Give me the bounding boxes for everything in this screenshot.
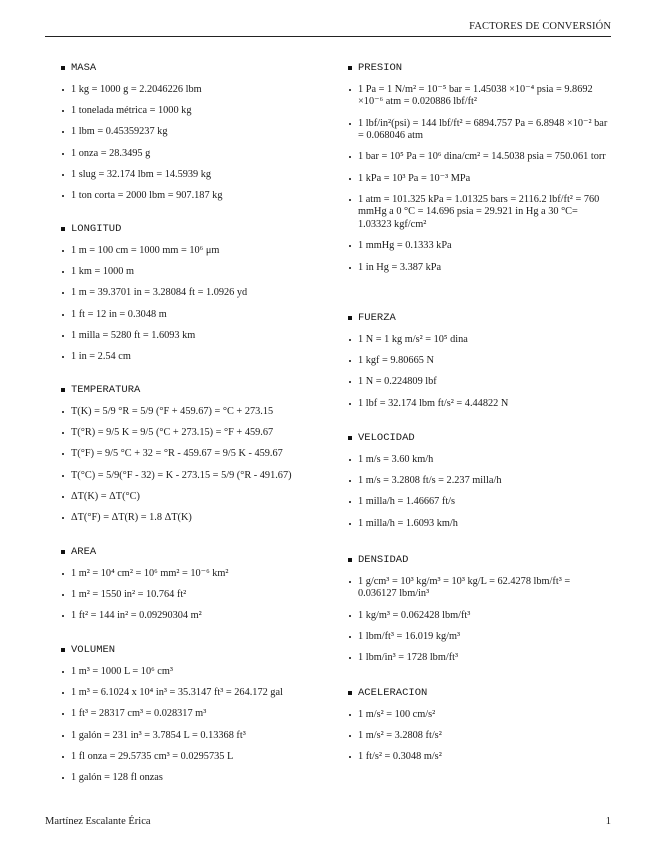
- section-masa: [61, 61, 331, 203]
- conversion-list: [348, 576, 611, 665]
- conversion-list: [348, 454, 611, 530]
- conversion-item: 1 kg = 1000 g = 2.2046226 lbm: [61, 84, 331, 97]
- section-temperatura: [61, 383, 331, 525]
- conversion-item: 1 in = 2.54 cm: [61, 351, 331, 364]
- section-heading: DENSIDAD: [358, 554, 409, 566]
- conversion-item: 1 ton corta = 2000 lbm = 907.187 kg: [61, 190, 331, 203]
- conversion-item: 1 m² = 10⁴ cm² = 10⁶ mm² = 10⁻⁶ km²: [61, 568, 331, 581]
- section-longitud: [61, 222, 331, 364]
- page-number: 1: [605, 816, 611, 827]
- conversion-item: T(°F) = 9/5 °C + 32 = °R - 459.67 = 9/5 K - 459.67: [61, 448, 331, 461]
- conversion-item: 1 lbm/in³ = 1728 lbm/ft³: [348, 652, 611, 665]
- conversion-item: 1 m/s = 3.60 km/h: [348, 454, 611, 467]
- conversion-item: T(°C) = 5/9(°F - 32) = K - 273.15 = 5/9 (°R - 491.67): [61, 470, 331, 483]
- section-volumen: [61, 643, 331, 785]
- conversion-item: 1 N = 0.224809 lbf: [348, 376, 611, 389]
- section-heading: TEMPERATURA: [71, 384, 141, 396]
- footer-author: Martínez Escalante Érica: [45, 816, 151, 827]
- bullet-square-icon: [61, 388, 65, 392]
- conversion-item: 1 fl onza = 29.5735 cm³ = 0.0295735 L: [61, 751, 331, 764]
- bullet-square-icon: [348, 66, 352, 70]
- conversion-item: T(K) = 5/9 °R = 5/9 (°F + 459.67) = °C + 273.15: [61, 406, 331, 419]
- conversion-item: 1 ft² = 144 in² = 0.09290304 m²: [61, 610, 331, 623]
- bullet-square-icon: [61, 648, 65, 652]
- section-heading: ACELERACION: [358, 687, 428, 699]
- section-velocidad: [348, 431, 611, 530]
- section-heading: FUERZA: [358, 312, 396, 324]
- conversion-item: 1 galón = 128 fl onzas: [61, 772, 331, 785]
- conversion-item: 1 in Hg = 3.387 kPa: [348, 262, 611, 275]
- conversion-item: 1 km = 1000 m: [61, 266, 331, 279]
- conversion-item: 1 ft/s² = 0.3048 m/s²: [348, 751, 611, 764]
- bullet-square-icon: [61, 66, 65, 70]
- conversion-list: [61, 568, 331, 623]
- conversion-item: ΔT(°F) = ΔT(R) = 1.8 ΔT(K): [61, 512, 331, 525]
- section-heading: MASA: [71, 62, 97, 74]
- conversion-list: [61, 406, 331, 525]
- section-heading: VOLUMEN: [71, 644, 116, 656]
- section-area: [61, 545, 331, 623]
- conversion-item: 1 ft³ = 28317 cm³ = 0.028317 m³: [61, 708, 331, 721]
- bullet-square-icon: [61, 227, 65, 231]
- section-presion: [348, 61, 611, 274]
- section-heading: LONGITUD: [71, 223, 122, 235]
- conversion-item: 1 N = 1 kg m/s² = 10⁵ dina: [348, 334, 611, 347]
- conversion-item: ΔT(K) = ΔT(°C): [61, 491, 331, 504]
- conversion-item: 1 m/s² = 100 cm/s²: [348, 709, 611, 722]
- conversion-item: 1 milla = 5280 ft = 1.6093 km: [61, 330, 331, 343]
- conversion-item: T(°R) = 9/5 K = 9/5 (°C + 273.15) = °F + 459.67: [61, 427, 331, 440]
- page-header-title: FACTORES DE CONVERSIÓN: [469, 21, 611, 32]
- header-rule: [45, 36, 611, 37]
- section-densidad: [348, 553, 611, 665]
- bullet-square-icon: [348, 558, 352, 562]
- conversion-list: [348, 334, 611, 410]
- conversion-item: 1 lbf = 32.174 lbm ft/s² = 4.44822 N: [348, 398, 611, 411]
- conversion-item: 1 m/s² = 3.2808 ft/s²: [348, 730, 611, 743]
- conversion-item: 1 kPa = 10³ Pa = 10⁻³ MPa: [348, 173, 611, 186]
- conversion-item: 1 ft = 12 in = 0.3048 m: [61, 309, 331, 322]
- conversion-item: 1 atm = 101.325 kPa = 1.01325 bars = 2116.2 lbf/ft² = 760 mmHg a 0 °C = 14.696 psia = 29.921 in Hg a 30 °C= 1.03323 kgf/cm²: [348, 194, 611, 232]
- section-heading: VELOCIDAD: [358, 432, 415, 444]
- conversion-item: 1 m/s = 3.2808 ft/s = 2.237 milla/h: [348, 475, 611, 488]
- conversion-item: 1 m = 100 cm = 1000 mm = 10⁶ μm: [61, 245, 331, 258]
- conversion-item: 1 onza = 28.3495 g: [61, 148, 331, 161]
- conversion-item: 1 lbm = 0.45359237 kg: [61, 126, 331, 139]
- conversion-item: 1 mmHg = 0.1333 kPa: [348, 240, 611, 253]
- bullet-square-icon: [348, 316, 352, 320]
- conversion-item: 1 g/cm³ = 10³ kg/m³ = 10³ kg/L = 62.4278 lbm/ft³ = 0.036127 lbm/in³: [348, 576, 611, 601]
- conversion-item: 1 m³ = 6.1024 x 10⁴ in³ = 35.3147 ft³ = 264.172 gal: [61, 687, 331, 700]
- bullet-square-icon: [61, 550, 65, 554]
- conversion-item: 1 lbm/ft³ = 16.019 kg/m³: [348, 631, 611, 644]
- conversion-item: 1 slug = 32.174 lbm = 14.5939 kg: [61, 169, 331, 182]
- conversion-list: [61, 666, 331, 785]
- conversion-item: 1 milla/h = 1.6093 km/h: [348, 518, 611, 531]
- bullet-square-icon: [348, 691, 352, 695]
- conversion-list: [348, 709, 611, 764]
- conversion-item: 1 kg/m³ = 0.062428 lbm/ft³: [348, 610, 611, 623]
- conversion-item: 1 m² = 1550 in² = 10.764 ft²: [61, 589, 331, 602]
- section-fuerza: [348, 311, 611, 410]
- section-heading: PRESION: [358, 62, 403, 74]
- conversion-item: 1 galón = 231 in³ = 3.7854 L = 0.13368 ft³: [61, 730, 331, 743]
- conversion-item: 1 m³ = 1000 L = 10⁶ cm³: [61, 666, 331, 679]
- conversion-list: [61, 84, 331, 203]
- conversion-item: 1 kgf = 9.80665 N: [348, 355, 611, 368]
- conversion-item: 1 lbf/in²(psi) = 144 lbf/ft² = 6894.757 Pa = 6.8948 ×10⁻² bar = 0.068046 atm: [348, 118, 611, 143]
- conversion-item: 1 Pa = 1 N/m² = 10⁻⁵ bar = 1.45038 ×10⁻⁴ psia = 9.8692 ×10⁻⁶ atm = 0.020886 lbf/ft²: [348, 84, 611, 109]
- conversion-list: [348, 84, 611, 274]
- section-aceleracion: [348, 686, 611, 764]
- conversion-item: 1 m = 39.3701 in = 3.28084 ft = 1.0926 yd: [61, 287, 331, 300]
- bullet-square-icon: [348, 436, 352, 440]
- section-heading: AREA: [71, 546, 97, 558]
- conversion-item: 1 bar = 10⁵ Pa = 10⁶ dina/cm² = 14.5038 psia = 750.061 torr: [348, 151, 611, 164]
- conversion-list: [61, 245, 331, 364]
- conversion-item: 1 tonelada métrica = 1000 kg: [61, 105, 331, 118]
- conversion-item: 1 milla/h = 1.46667 ft/s: [348, 496, 611, 509]
